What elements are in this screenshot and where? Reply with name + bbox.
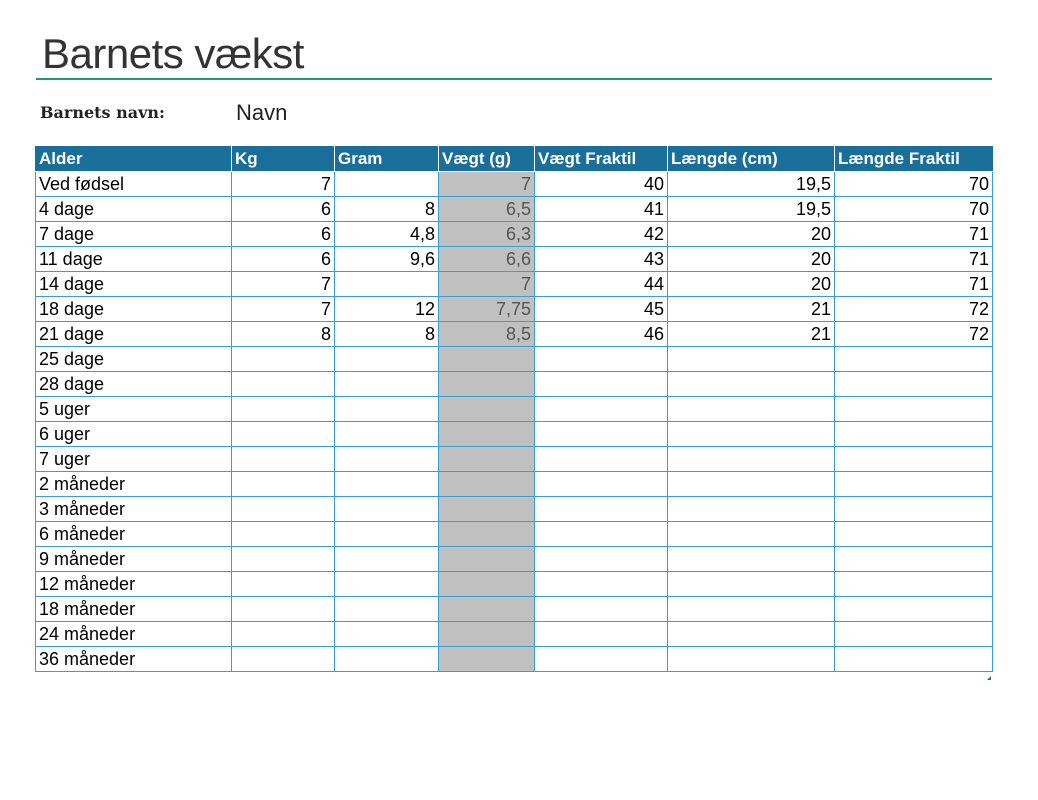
table-row: [36, 572, 993, 597]
gram-cell[interactable]: [335, 397, 439, 422]
weight-cell[interactable]: [439, 522, 535, 547]
weight-percentile-cell[interactable]: [535, 472, 668, 497]
gram-cell[interactable]: [335, 647, 439, 672]
length-percentile-cell[interactable]: 71: [835, 247, 993, 272]
table-row: [36, 597, 993, 622]
length-cell[interactable]: [668, 372, 835, 397]
length-percentile-cell[interactable]: 72: [835, 297, 993, 322]
age-cell[interactable]: Ved fødsel: [36, 172, 232, 197]
kg-cell[interactable]: [232, 447, 335, 472]
weight-percentile-cell[interactable]: [535, 547, 668, 572]
length-percentile-cell[interactable]: [835, 647, 993, 672]
weight-percentile-cell[interactable]: [535, 397, 668, 422]
child-name-label: Barnets navn:: [40, 103, 165, 122]
weight-cell[interactable]: [439, 422, 535, 447]
weight-percentile-cell[interactable]: [535, 347, 668, 372]
length-cell[interactable]: [668, 347, 835, 372]
table-row: [36, 372, 993, 397]
gram-cell[interactable]: [335, 172, 439, 197]
length-cell[interactable]: 21: [668, 297, 835, 322]
length-percentile-cell[interactable]: [835, 622, 993, 647]
gram-cell[interactable]: [335, 347, 439, 372]
table-row: [36, 172, 993, 197]
child-name-field[interactable]: Navn: [236, 100, 288, 125]
length-percentile-cell[interactable]: 72: [835, 322, 993, 347]
length-cell[interactable]: [668, 522, 835, 547]
weight-cell[interactable]: 7: [439, 272, 535, 297]
gram-cell[interactable]: [335, 497, 439, 522]
kg-cell[interactable]: 7: [232, 172, 335, 197]
length-cell[interactable]: 21: [668, 322, 835, 347]
table-row: [36, 347, 993, 372]
gram-cell[interactable]: [335, 422, 439, 447]
weight-percentile-cell[interactable]: [535, 647, 668, 672]
age-cell[interactable]: 6 uger: [36, 422, 232, 447]
column-header[interactable]: Kg: [232, 147, 335, 172]
kg-cell[interactable]: [232, 647, 335, 672]
table-row: [36, 247, 993, 272]
age-cell[interactable]: 21 dage: [36, 322, 232, 347]
weight-percentile-cell[interactable]: [535, 597, 668, 622]
kg-cell[interactable]: 7: [232, 297, 335, 322]
gram-cell[interactable]: [335, 447, 439, 472]
length-cell[interactable]: 20: [668, 272, 835, 297]
weight-cell[interactable]: [439, 397, 535, 422]
weight-cell[interactable]: [439, 597, 535, 622]
length-percentile-cell[interactable]: 71: [835, 272, 993, 297]
weight-percentile-cell[interactable]: [535, 422, 668, 447]
weight-percentile-cell[interactable]: 45: [535, 297, 668, 322]
length-percentile-cell[interactable]: [835, 497, 993, 522]
weight-percentile-cell[interactable]: [535, 447, 668, 472]
weight-cell[interactable]: [439, 622, 535, 647]
kg-cell[interactable]: [232, 597, 335, 622]
weight-percentile-cell[interactable]: [535, 372, 668, 397]
weight-cell[interactable]: 6,3: [439, 222, 535, 247]
weight-percentile-cell[interactable]: [535, 622, 668, 647]
age-cell[interactable]: 12 måneder: [36, 572, 232, 597]
column-header[interactable]: Længde (cm): [668, 147, 835, 172]
table-row: [36, 297, 993, 322]
age-cell[interactable]: 36 måneder: [36, 647, 232, 672]
length-percentile-cell[interactable]: 70: [835, 197, 993, 222]
table-row: [36, 397, 993, 422]
table-row: [36, 422, 993, 447]
kg-cell[interactable]: [232, 372, 335, 397]
length-percentile-cell[interactable]: 71: [835, 222, 993, 247]
weight-cell[interactable]: [439, 347, 535, 372]
age-cell[interactable]: 11 dage: [36, 247, 232, 272]
gram-cell[interactable]: [335, 472, 439, 497]
table-row: [36, 522, 993, 547]
gram-cell[interactable]: 8: [335, 322, 439, 347]
weight-cell[interactable]: 6,5: [439, 197, 535, 222]
table-row: [36, 447, 993, 472]
header-row: [36, 147, 993, 172]
kg-cell[interactable]: [232, 622, 335, 647]
title-underline: [36, 78, 992, 80]
age-cell[interactable]: 28 dage: [36, 372, 232, 397]
age-cell[interactable]: 18 dage: [36, 297, 232, 322]
kg-cell[interactable]: 8: [232, 322, 335, 347]
gram-cell[interactable]: 12: [335, 297, 439, 322]
length-percentile-cell[interactable]: [835, 522, 993, 547]
age-cell[interactable]: 3 måneder: [36, 497, 232, 522]
gram-cell[interactable]: [335, 272, 439, 297]
age-cell[interactable]: 9 måneder: [36, 547, 232, 572]
length-cell[interactable]: [668, 597, 835, 622]
growth-table: [35, 146, 993, 672]
length-percentile-cell[interactable]: [835, 447, 993, 472]
length-percentile-cell[interactable]: [835, 547, 993, 572]
gram-cell[interactable]: [335, 622, 439, 647]
kg-cell[interactable]: [232, 422, 335, 447]
kg-cell[interactable]: [232, 397, 335, 422]
length-cell[interactable]: 20: [668, 247, 835, 272]
table-row: [36, 322, 993, 347]
weight-percentile-cell[interactable]: [535, 522, 668, 547]
gram-cell[interactable]: 9,6: [335, 247, 439, 272]
weight-cell[interactable]: 6,6: [439, 247, 535, 272]
age-cell[interactable]: 4 dage: [36, 197, 232, 222]
kg-cell[interactable]: 7: [232, 272, 335, 297]
column-header[interactable]: Vægt Fraktil: [535, 147, 668, 172]
table-row: [36, 197, 993, 222]
age-cell[interactable]: 6 måneder: [36, 522, 232, 547]
table-row: [36, 472, 993, 497]
gram-cell[interactable]: [335, 522, 439, 547]
weight-percentile-cell[interactable]: 43: [535, 247, 668, 272]
kg-cell[interactable]: [232, 472, 335, 497]
column-header[interactable]: Længde Fraktil: [835, 147, 993, 172]
table-row: [36, 647, 993, 672]
weight-percentile-cell[interactable]: 44: [535, 272, 668, 297]
kg-cell[interactable]: [232, 522, 335, 547]
column-header[interactable]: Vægt (g): [439, 147, 535, 172]
length-percentile-cell[interactable]: [835, 472, 993, 497]
length-percentile-cell[interactable]: [835, 397, 993, 422]
weight-cell[interactable]: [439, 647, 535, 672]
gram-cell[interactable]: 8: [335, 197, 439, 222]
kg-cell[interactable]: [232, 547, 335, 572]
resize-handle-icon: [987, 676, 991, 680]
weight-cell[interactable]: [439, 472, 535, 497]
length-cell[interactable]: [668, 472, 835, 497]
length-percentile-cell[interactable]: [835, 422, 993, 447]
gram-cell[interactable]: [335, 547, 439, 572]
weight-cell[interactable]: [439, 572, 535, 597]
table-row: [36, 222, 993, 247]
age-cell[interactable]: 24 måneder: [36, 622, 232, 647]
kg-cell[interactable]: [232, 572, 335, 597]
length-cell[interactable]: [668, 397, 835, 422]
table-row: [36, 497, 993, 522]
length-cell[interactable]: 19,5: [668, 172, 835, 197]
length-cell[interactable]: [668, 622, 835, 647]
length-percentile-cell[interactable]: [835, 597, 993, 622]
length-percentile-cell[interactable]: [835, 372, 993, 397]
weight-percentile-cell[interactable]: [535, 572, 668, 597]
length-cell[interactable]: [668, 647, 835, 672]
length-percentile-cell[interactable]: [835, 572, 993, 597]
age-cell[interactable]: 2 måneder: [36, 472, 232, 497]
age-cell[interactable]: 5 uger: [36, 397, 232, 422]
kg-cell[interactable]: 6: [232, 222, 335, 247]
gram-cell[interactable]: 4,8: [335, 222, 439, 247]
length-cell[interactable]: [668, 497, 835, 522]
weight-cell[interactable]: [439, 372, 535, 397]
length-cell[interactable]: 19,5: [668, 197, 835, 222]
length-percentile-cell[interactable]: 70: [835, 172, 993, 197]
kg-cell[interactable]: [232, 347, 335, 372]
age-cell[interactable]: 7 uger: [36, 447, 232, 472]
age-cell[interactable]: 18 måneder: [36, 597, 232, 622]
length-cell[interactable]: 20: [668, 222, 835, 247]
weight-percentile-cell[interactable]: 40: [535, 172, 668, 197]
weight-cell[interactable]: 7,75: [439, 297, 535, 322]
column-header[interactable]: Gram: [335, 147, 439, 172]
kg-cell[interactable]: 6: [232, 247, 335, 272]
table-row: [36, 622, 993, 647]
gram-cell[interactable]: [335, 597, 439, 622]
table-body: [36, 172, 993, 672]
age-cell[interactable]: 14 dage: [36, 272, 232, 297]
length-cell[interactable]: [668, 422, 835, 447]
weight-percentile-cell[interactable]: 41: [535, 197, 668, 222]
length-percentile-cell[interactable]: [835, 347, 993, 372]
page-title: Barnets vækst: [42, 30, 304, 77]
weight-cell[interactable]: 8,5: [439, 322, 535, 347]
gram-cell[interactable]: [335, 572, 439, 597]
gram-cell[interactable]: [335, 372, 439, 397]
age-cell[interactable]: 25 dage: [36, 347, 232, 372]
kg-cell[interactable]: 6: [232, 197, 335, 222]
age-cell[interactable]: 7 dage: [36, 222, 232, 247]
table-row: [36, 547, 993, 572]
column-header[interactable]: Alder: [36, 147, 232, 172]
table-row: [36, 272, 993, 297]
weight-cell[interactable]: [439, 447, 535, 472]
length-cell[interactable]: [668, 447, 835, 472]
length-cell[interactable]: [668, 547, 835, 572]
kg-cell[interactable]: [232, 497, 335, 522]
length-cell[interactable]: [668, 572, 835, 597]
weight-percentile-cell[interactable]: 42: [535, 222, 668, 247]
weight-percentile-cell[interactable]: [535, 497, 668, 522]
weight-cell[interactable]: 7: [439, 172, 535, 197]
weight-cell[interactable]: [439, 497, 535, 522]
weight-percentile-cell[interactable]: 46: [535, 322, 668, 347]
weight-cell[interactable]: [439, 547, 535, 572]
